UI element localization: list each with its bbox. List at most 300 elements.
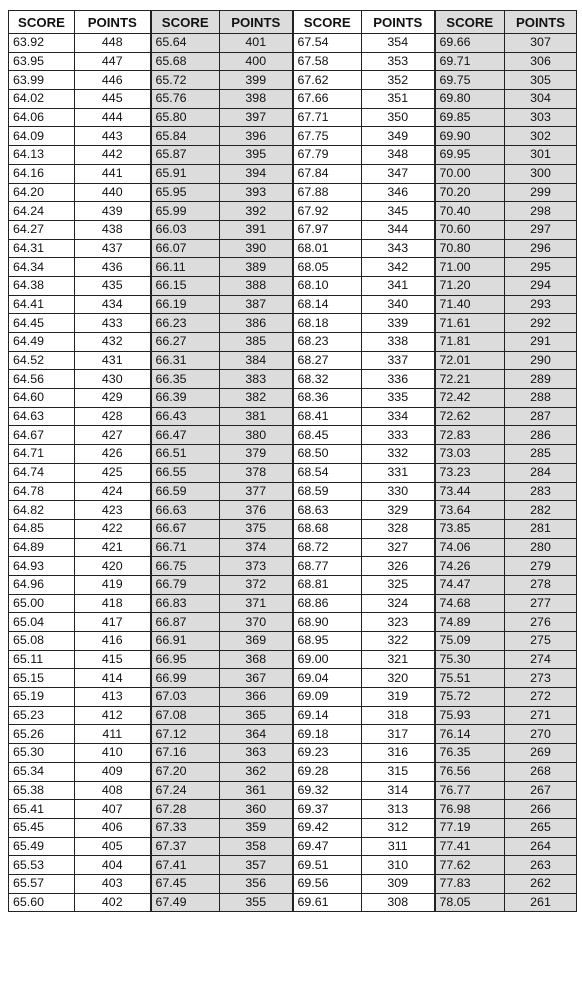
score-cell: 69.66 [435,34,505,53]
points-cell: 268 [505,762,577,781]
points-cell: 408 [75,781,151,800]
score-cell: 76.56 [435,762,505,781]
points-cell: 356 [220,874,293,893]
points-cell: 269 [505,744,577,763]
points-cell: 360 [220,800,293,819]
points-cell: 421 [75,538,151,557]
score-cell: 72.83 [435,426,505,445]
points-cell: 266 [505,800,577,819]
score-cell: 72.62 [435,407,505,426]
table-row [9,463,577,482]
score-cell: 64.52 [9,351,75,370]
table-row [9,650,577,669]
points-cell: 384 [220,351,293,370]
points-cell: 305 [505,71,577,90]
score-cell: 66.67 [151,519,220,538]
points-cell: 371 [220,594,293,613]
score-cell: 66.19 [151,295,220,314]
score-cell: 68.90 [293,613,362,632]
points-cell: 389 [220,258,293,277]
score-cell: 76.98 [435,800,505,819]
score-cell: 69.37 [293,800,362,819]
score-cell: 69.80 [435,90,505,109]
points-cell: 271 [505,706,577,725]
points-cell: 273 [505,669,577,688]
score-cell: 65.60 [9,893,75,912]
score-cell: 66.83 [151,594,220,613]
points-cell: 417 [75,613,151,632]
points-cell: 432 [75,333,151,352]
points-cell: 404 [75,856,151,875]
points-cell: 385 [220,333,293,352]
points-cell: 353 [362,52,435,71]
score-cell: 65.30 [9,744,75,763]
points-cell: 308 [362,893,435,912]
score-cell: 73.44 [435,482,505,501]
points-cell: 399 [220,71,293,90]
points-cell: 272 [505,688,577,707]
score-cell: 75.30 [435,650,505,669]
score-cell: 67.16 [151,744,220,763]
score-cell: 64.63 [9,407,75,426]
points-cell: 383 [220,370,293,389]
points-cell: 262 [505,874,577,893]
points-cell: 296 [505,239,577,258]
score-cell: 64.06 [9,108,75,127]
score-cell: 64.85 [9,519,75,538]
score-cell: 71.20 [435,276,505,295]
table-row [9,538,577,557]
score-cell: 69.14 [293,706,362,725]
points-cell: 403 [75,874,151,893]
table-row [9,519,577,538]
table-row [9,856,577,875]
points-cell: 284 [505,463,577,482]
table-row [9,258,577,277]
points-cell: 369 [220,632,293,651]
score-cell: 66.99 [151,669,220,688]
table-row [9,893,577,912]
points-cell: 368 [220,650,293,669]
points-cell: 423 [75,501,151,520]
score-cell: 63.95 [9,52,75,71]
score-cell: 66.23 [151,314,220,333]
score-cell: 65.87 [151,146,220,165]
points-cell: 395 [220,146,293,165]
score-cell: 69.00 [293,650,362,669]
score-cell: 65.00 [9,594,75,613]
points-cell: 287 [505,407,577,426]
score-cell: 63.99 [9,71,75,90]
score-cell: 70.40 [435,202,505,221]
score-cell: 66.51 [151,445,220,464]
score-cell: 66.87 [151,613,220,632]
points-cell: 363 [220,744,293,763]
score-cell: 72.01 [435,351,505,370]
score-cell: 67.49 [151,893,220,912]
points-cell: 358 [220,837,293,856]
score-cell: 68.50 [293,445,362,464]
score-cell: 68.54 [293,463,362,482]
score-cell: 68.86 [293,594,362,613]
points-cell: 345 [362,202,435,221]
score-cell: 67.84 [293,164,362,183]
score-cell: 70.60 [435,220,505,239]
score-cell: 64.78 [9,482,75,501]
points-cell: 335 [362,389,435,408]
points-cell: 361 [220,781,293,800]
points-cell: 306 [505,52,577,71]
score-cell: 68.63 [293,501,362,520]
score-cell: 67.24 [151,781,220,800]
score-cell: 68.59 [293,482,362,501]
points-cell: 415 [75,650,151,669]
points-cell: 418 [75,594,151,613]
table-row [9,445,577,464]
header-row [9,11,577,34]
score-cell: 66.07 [151,239,220,258]
points-cell: 333 [362,426,435,445]
table-row [9,183,577,202]
score-cell: 77.19 [435,818,505,837]
score-cell: 66.63 [151,501,220,520]
points-cell: 382 [220,389,293,408]
points-cell: 438 [75,220,151,239]
points-cell: 435 [75,276,151,295]
score-cell: 68.32 [293,370,362,389]
points-cell: 347 [362,164,435,183]
points-cell: 303 [505,108,577,127]
points-cell: 350 [362,108,435,127]
score-cell: 69.71 [435,52,505,71]
points-cell: 343 [362,239,435,258]
table-row [9,762,577,781]
points-cell: 264 [505,837,577,856]
points-cell: 392 [220,202,293,221]
score-cell: 69.09 [293,688,362,707]
points-cell: 344 [362,220,435,239]
table-row [9,108,577,127]
table-row [9,725,577,744]
score-cell: 65.23 [9,706,75,725]
score-cell: 64.24 [9,202,75,221]
points-cell: 411 [75,725,151,744]
table-row [9,52,577,71]
score-cell: 68.01 [293,239,362,258]
header-score-1: SCORE [9,11,75,34]
points-cell: 316 [362,744,435,763]
score-cell: 67.45 [151,874,220,893]
points-cell: 370 [220,613,293,632]
points-cell: 298 [505,202,577,221]
points-cell: 380 [220,426,293,445]
points-cell: 291 [505,333,577,352]
table-row [9,71,577,90]
points-cell: 326 [362,557,435,576]
score-cell: 67.41 [151,856,220,875]
points-cell: 422 [75,519,151,538]
score-cell: 68.72 [293,538,362,557]
points-cell: 351 [362,90,435,109]
points-cell: 357 [220,856,293,875]
score-cell: 66.27 [151,333,220,352]
score-cell: 73.64 [435,501,505,520]
table-row [9,239,577,258]
points-cell: 348 [362,146,435,165]
points-cell: 443 [75,127,151,146]
score-cell: 65.26 [9,725,75,744]
score-cell: 68.41 [293,407,362,426]
score-cell: 67.62 [293,71,362,90]
score-cell: 65.72 [151,71,220,90]
score-cell: 74.26 [435,557,505,576]
score-cell: 65.08 [9,632,75,651]
table-row [9,295,577,314]
score-cell: 64.49 [9,333,75,352]
score-cell: 65.76 [151,90,220,109]
points-cell: 437 [75,239,151,258]
table-row [9,818,577,837]
score-cell: 76.77 [435,781,505,800]
score-cell: 65.57 [9,874,75,893]
points-cell: 436 [75,258,151,277]
points-cell: 427 [75,426,151,445]
score-cell: 67.97 [293,220,362,239]
table-row [9,146,577,165]
points-cell: 433 [75,314,151,333]
score-cell: 64.60 [9,389,75,408]
score-cell: 65.84 [151,127,220,146]
points-cell: 394 [220,164,293,183]
points-cell: 261 [505,893,577,912]
table-body [9,34,577,912]
points-cell: 402 [75,893,151,912]
points-cell: 373 [220,557,293,576]
points-cell: 300 [505,164,577,183]
points-cell: 325 [362,575,435,594]
table-row [9,669,577,688]
points-cell: 448 [75,34,151,53]
points-cell: 377 [220,482,293,501]
score-cell: 64.41 [9,295,75,314]
points-cell: 286 [505,426,577,445]
score-cell: 68.77 [293,557,362,576]
score-cell: 69.42 [293,818,362,837]
points-cell: 342 [362,258,435,277]
header-score-3: SCORE [293,11,362,34]
points-cell: 294 [505,276,577,295]
points-cell: 330 [362,482,435,501]
score-cell: 74.06 [435,538,505,557]
points-cell: 341 [362,276,435,295]
points-cell: 376 [220,501,293,520]
score-cell: 66.59 [151,482,220,501]
points-cell: 270 [505,725,577,744]
score-cell: 64.20 [9,183,75,202]
score-cell: 64.93 [9,557,75,576]
points-cell: 374 [220,538,293,557]
score-cell: 65.11 [9,650,75,669]
points-cell: 315 [362,762,435,781]
score-cell: 68.95 [293,632,362,651]
table-row [9,314,577,333]
score-cell: 63.92 [9,34,75,53]
points-cell: 407 [75,800,151,819]
table-row [9,800,577,819]
score-cell: 68.23 [293,333,362,352]
score-cell: 74.89 [435,613,505,632]
points-cell: 372 [220,575,293,594]
points-cell: 310 [362,856,435,875]
header-points-1: POINTS [75,11,151,34]
points-cell: 312 [362,818,435,837]
score-cell: 67.92 [293,202,362,221]
score-cell: 75.51 [435,669,505,688]
score-cell: 67.66 [293,90,362,109]
table-row [9,426,577,445]
score-cell: 64.74 [9,463,75,482]
score-points-table-container [8,10,576,912]
points-cell: 301 [505,146,577,165]
table-row [9,333,577,352]
score-cell: 64.96 [9,575,75,594]
table-row [9,557,577,576]
points-cell: 324 [362,594,435,613]
score-cell: 74.68 [435,594,505,613]
points-cell: 400 [220,52,293,71]
score-cell: 72.21 [435,370,505,389]
table-row [9,164,577,183]
score-cell: 73.85 [435,519,505,538]
points-cell: 396 [220,127,293,146]
points-cell: 420 [75,557,151,576]
score-cell: 66.43 [151,407,220,426]
table-row [9,389,577,408]
points-cell: 340 [362,295,435,314]
score-cell: 68.14 [293,295,362,314]
points-cell: 327 [362,538,435,557]
score-cell: 69.23 [293,744,362,763]
table-row [9,220,577,239]
points-cell: 285 [505,445,577,464]
points-cell: 412 [75,706,151,725]
points-cell: 444 [75,108,151,127]
points-cell: 406 [75,818,151,837]
score-cell: 64.16 [9,164,75,183]
points-cell: 318 [362,706,435,725]
points-cell: 263 [505,856,577,875]
score-cell: 66.71 [151,538,220,557]
table-row [9,837,577,856]
points-cell: 381 [220,407,293,426]
points-cell: 314 [362,781,435,800]
points-cell: 278 [505,575,577,594]
points-cell: 320 [362,669,435,688]
points-cell: 309 [362,874,435,893]
score-cell: 64.89 [9,538,75,557]
score-cell: 67.28 [151,800,220,819]
points-cell: 317 [362,725,435,744]
points-cell: 336 [362,370,435,389]
points-cell: 299 [505,183,577,202]
points-cell: 441 [75,164,151,183]
score-cell: 64.82 [9,501,75,520]
points-cell: 331 [362,463,435,482]
score-cell: 65.80 [151,108,220,127]
score-cell: 65.95 [151,183,220,202]
score-cell: 65.34 [9,762,75,781]
score-cell: 66.39 [151,389,220,408]
points-cell: 397 [220,108,293,127]
score-cell: 66.47 [151,426,220,445]
score-cell: 68.18 [293,314,362,333]
score-cell: 67.71 [293,108,362,127]
points-cell: 439 [75,202,151,221]
points-cell: 332 [362,445,435,464]
score-cell: 65.68 [151,52,220,71]
score-cell: 65.49 [9,837,75,856]
score-cell: 68.27 [293,351,362,370]
score-cell: 69.75 [435,71,505,90]
points-cell: 442 [75,146,151,165]
points-cell: 379 [220,445,293,464]
score-cell: 67.75 [293,127,362,146]
points-cell: 322 [362,632,435,651]
points-cell: 329 [362,501,435,520]
points-cell: 430 [75,370,151,389]
score-cell: 65.15 [9,669,75,688]
table-row [9,744,577,763]
points-cell: 346 [362,183,435,202]
score-cell: 67.12 [151,725,220,744]
score-cell: 77.41 [435,837,505,856]
score-cell: 66.75 [151,557,220,576]
score-cell: 68.68 [293,519,362,538]
score-cell: 68.36 [293,389,362,408]
score-cell: 73.23 [435,463,505,482]
points-cell: 365 [220,706,293,725]
score-cell: 68.10 [293,276,362,295]
table-row [9,706,577,725]
points-cell: 390 [220,239,293,258]
score-cell: 66.35 [151,370,220,389]
score-cell: 64.38 [9,276,75,295]
points-cell: 375 [220,519,293,538]
score-cell: 65.45 [9,818,75,837]
points-cell: 328 [362,519,435,538]
points-cell: 362 [220,762,293,781]
points-cell: 276 [505,613,577,632]
points-cell: 352 [362,71,435,90]
points-cell: 366 [220,688,293,707]
score-cell: 66.31 [151,351,220,370]
points-cell: 321 [362,650,435,669]
table-row [9,202,577,221]
points-cell: 304 [505,90,577,109]
table-row [9,127,577,146]
score-cell: 65.38 [9,781,75,800]
points-cell: 274 [505,650,577,669]
table-row [9,276,577,295]
score-cell: 67.33 [151,818,220,837]
score-points-table [8,10,577,912]
score-cell: 66.03 [151,220,220,239]
score-cell: 68.45 [293,426,362,445]
points-cell: 323 [362,613,435,632]
points-cell: 282 [505,501,577,520]
score-cell: 65.53 [9,856,75,875]
score-cell: 77.62 [435,856,505,875]
